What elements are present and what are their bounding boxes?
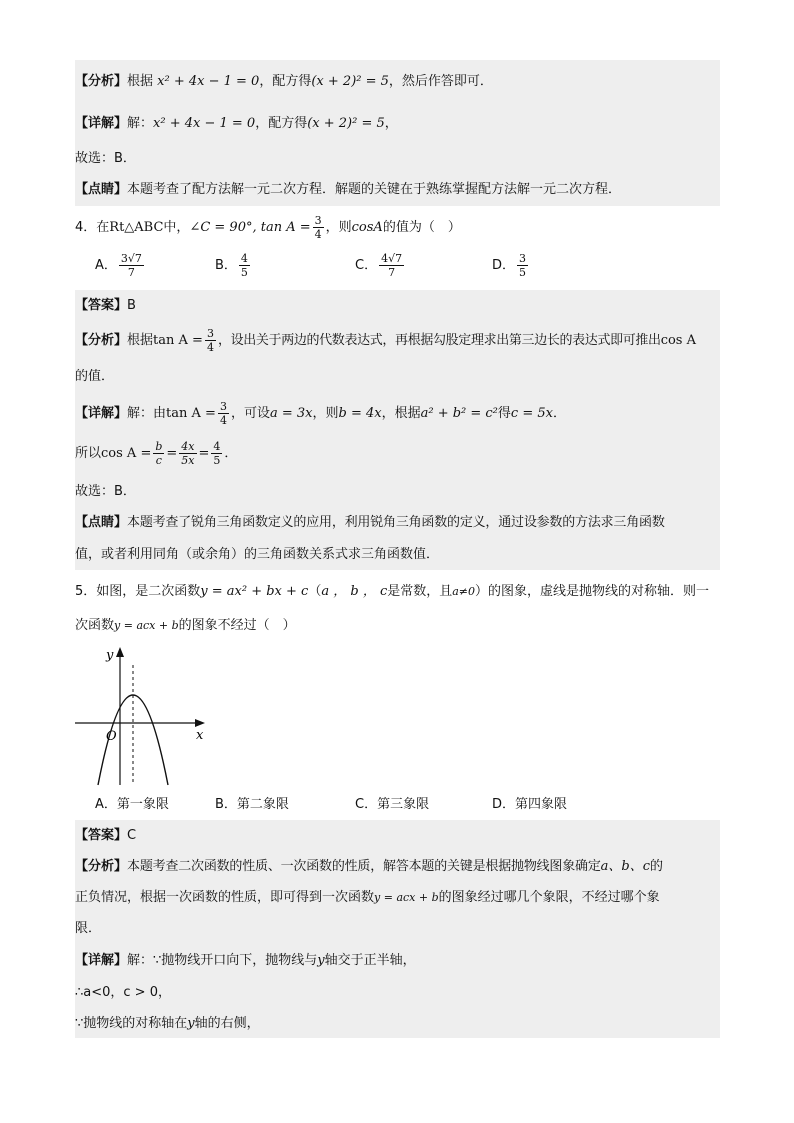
q4-answer (75, 296, 136, 316)
x-label: x (196, 728, 204, 743)
q4-analysis-cont: 的值． (75, 369, 115, 384)
q4-comment-cont: 值，或者利用同角（或余角）的三角函数关系式求三角函数值． (75, 547, 440, 562)
q4-so: 所以cos A = $\frac{b}{c}$ = $\frac{4x}{5x}$ = $\frac{4}{5}$ ． (75, 440, 238, 467)
q3-comment: 【点睛】本题考查了配方法解一元二次方程．解题的关键在于熟练掌握配方法解一元二次方程． (75, 182, 622, 197)
answer-value: B (127, 298, 136, 313)
equation: x² + 4x − 1 = 0 (157, 74, 260, 89)
equation: x² + 4x − 1 = 0 (153, 116, 256, 131)
q3-detail: 【详解】解：x² + 4x − 1 = 0，配方得(x + 2)² = 5， (75, 116, 398, 131)
q3-analysis: 【分析】根据 x² + 4x − 1 = 0，配方得(x + 2)² = 5，然后作答即可． (75, 74, 493, 89)
q5-option-d[interactable]: D．第四象限 (492, 797, 568, 812)
answer-value: C (127, 828, 137, 843)
q5-detail: 【详解】解：∵抛物线开口向下，抛物线与y轴交于正半轴， (75, 953, 416, 968)
q4-comment: 【点睛】本题考查了锐角三角函数定义的应用，利用锐角三角函数的定义，通过设参数的方法求三角函数 (75, 515, 665, 530)
x-axis-arrow (195, 719, 205, 727)
q5-stem-cont: 次函数y = acx + b的图象不经过（ ） (75, 618, 296, 633)
comment-tag: 【点睛】 (75, 182, 128, 197)
fraction: $\frac{3}{4}$ (206, 327, 214, 354)
equation: (x + 2)² = 5 (311, 74, 389, 89)
analysis-tag: 【分析】 (75, 74, 128, 89)
q5-option-b[interactable]: B．第二象限 (215, 797, 289, 812)
y-axis-arrow (116, 647, 124, 657)
answer-tag: 【答案】 (75, 298, 128, 313)
q5-answer: 【答案】C (75, 828, 137, 843)
parabola-figure (70, 645, 210, 790)
fraction: $\frac{3}{4}$ (219, 400, 227, 427)
equation: (x + 2)² = 5 (307, 116, 385, 131)
q4-option-a[interactable]: A． $\frac{3√7}{7}$ (95, 252, 142, 279)
q4-stem: 4．在Rt△ABC中，∠C = 90°, tan A = $\frac{3}{4}$ ，则cosA的值为（ ） (75, 214, 461, 241)
q4-option-b[interactable]: B． $\frac{4}{5}$ (215, 252, 248, 279)
q5-stem: 5．如图，是二次函数y = ax² + bx + c（a ， b ， c是常数，且a≠0）的图象，虚线是抛物线的对称轴．则一 (75, 584, 710, 599)
q5-step3: ∵抛物线的对称轴在y轴的右侧， (75, 1016, 260, 1031)
q5-solution-band (75, 820, 720, 1038)
q5-analysis-cont2: 限． (75, 921, 102, 936)
q4-detail: 【详解】解：由tan A = $\frac{3}{4}$ ，可设a = 3x，则b = 4x，根据a² + b² = c²得c = 5x． (75, 400, 566, 427)
q5-step2: ∴a<0，c > 0， (75, 985, 171, 1000)
origin-label: O (106, 729, 117, 744)
q4-analysis: 【分析】根据tan A = $\frac{3}{4}$ ，设出关于两边的代数表达式，再根据勾股定理求出第三边长的表达式即可推出cos A (75, 327, 697, 354)
q4-option-d[interactable]: D． $\frac{3}{5}$ (492, 252, 527, 279)
q5-analysis: 【分析】本题考查二次函数的性质、一次函数的性质，解答本题的关键是根据抛物线图象确定a、b、c的 (75, 859, 663, 874)
q4-option-c[interactable]: C． $\frac{4√7}{7}$ (355, 252, 403, 279)
detail-tag: 【详解】 (75, 116, 128, 131)
fraction: $\frac{3}{4}$ (314, 214, 322, 241)
q5-analysis-cont: 正负情况，根据一次函数的性质，即可得到一次函数y = acx + b的图象经过哪几个象限，不经过哪个象 (75, 890, 660, 905)
q4-choice: 故选：B． (75, 484, 136, 499)
q3-choice: 故选：B． (75, 151, 136, 166)
q5-option-c[interactable]: C．第三象限 (355, 797, 430, 812)
q5-option-a[interactable]: A．第一象限 (95, 797, 169, 812)
y-label: y (106, 648, 114, 663)
